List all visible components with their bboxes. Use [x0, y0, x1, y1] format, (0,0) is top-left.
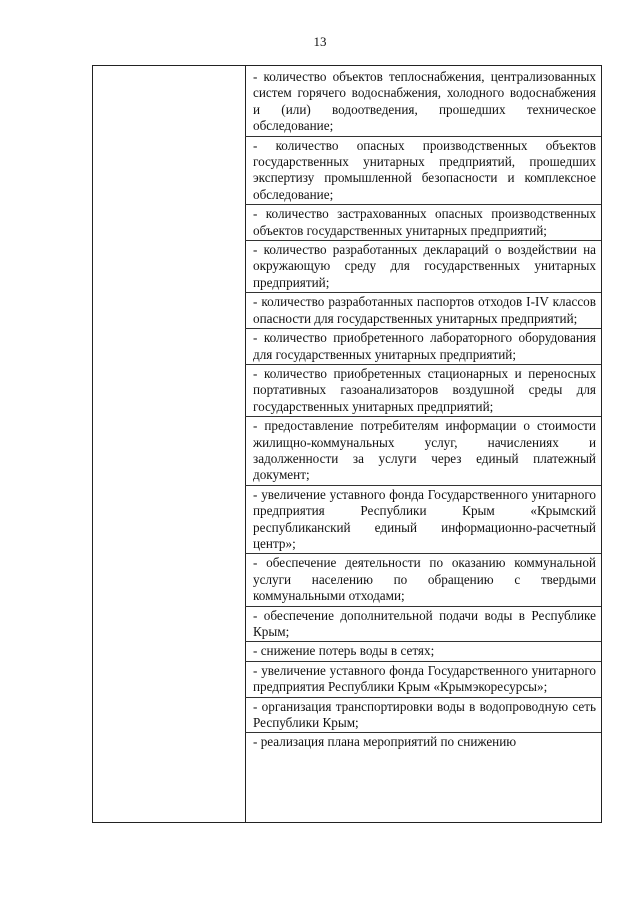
- row-divider: [245, 328, 601, 329]
- row-divider: [245, 697, 601, 698]
- indicators-cell: [253, 69, 596, 751]
- indicator-item: - обеспечение дополнительной подачи воды в Республике Крым;: [253, 607, 596, 639]
- indicator-item: - увеличение уставного фонда Государственного унитарного предприятия Республики Крым «Крымэкоресурсы»;: [253, 662, 596, 695]
- row-divider: [245, 732, 601, 733]
- row-divider: [245, 292, 601, 293]
- indicator-item: - количество застрахованных опасных производственных объектов государственных унитарных предприятий;: [253, 206, 596, 238]
- row-divider: [245, 641, 601, 642]
- row-divider: [245, 240, 601, 241]
- column-divider: [245, 66, 246, 822]
- row-divider: [245, 606, 601, 607]
- indicator-item: - предоставление потребителям информации о стоимости жилищно-коммунальных услуг, начислениях и задолженности за услуги через единый платежный документ;: [253, 418, 596, 483]
- indicator-item: - количество приобретенного лабораторного оборудования для государственных унитарных предприятий;: [253, 330, 596, 362]
- indicator-item: - количество разработанных паспортов отходов I-IV классов опасности для государственных унитарных предприятий;: [253, 294, 596, 326]
- indicator-item: - снижение потерь воды в сетях;: [253, 643, 435, 659]
- row-divider: [245, 136, 601, 137]
- page-number: 13: [313, 34, 327, 49]
- indicator-item: - количество опасных производственных объектов государственных унитарных предприятий, прошедших экспертизу промышленной безопасности и комплексное обследование;: [253, 137, 596, 202]
- indicator-item: - организация транспортировки воды в водопроводную сеть Республики Крым;: [253, 698, 596, 731]
- indicator-item: - количество объектов теплоснабжения, централизованных систем горячего водоснабжения, холодного водоснабжения и (или) водоотведения, прошедших техническое обследование;: [253, 69, 596, 134]
- row-divider: [245, 485, 601, 486]
- row-divider: [245, 661, 601, 662]
- row-divider: [245, 204, 601, 205]
- indicator-item: - увеличение уставного фонда Государственного унитарного предприятия Республики Крым «Крымский республиканский единый информационно-расчетный центр»;: [253, 486, 596, 551]
- indicator-item: - количество приобретенных стационарных и переносных портативных газоанализаторов воздушной среды для государственных унитарных предприятий;: [253, 365, 596, 414]
- row-divider: [245, 364, 601, 365]
- indicator-item: - реализация плана мероприятий по снижению: [253, 734, 517, 750]
- indicators-table: [92, 65, 602, 823]
- row-divider: [245, 416, 601, 417]
- row-divider: [245, 553, 601, 554]
- indicator-item: - количество разработанных деклараций о воздействии на окружающую среду для государственных унитарных предприятий;: [253, 242, 596, 290]
- indicator-item: - обеспечение деятельности по оказанию коммунальной услуги населению по обращению с твердыми коммунальными отходами;: [253, 555, 596, 604]
